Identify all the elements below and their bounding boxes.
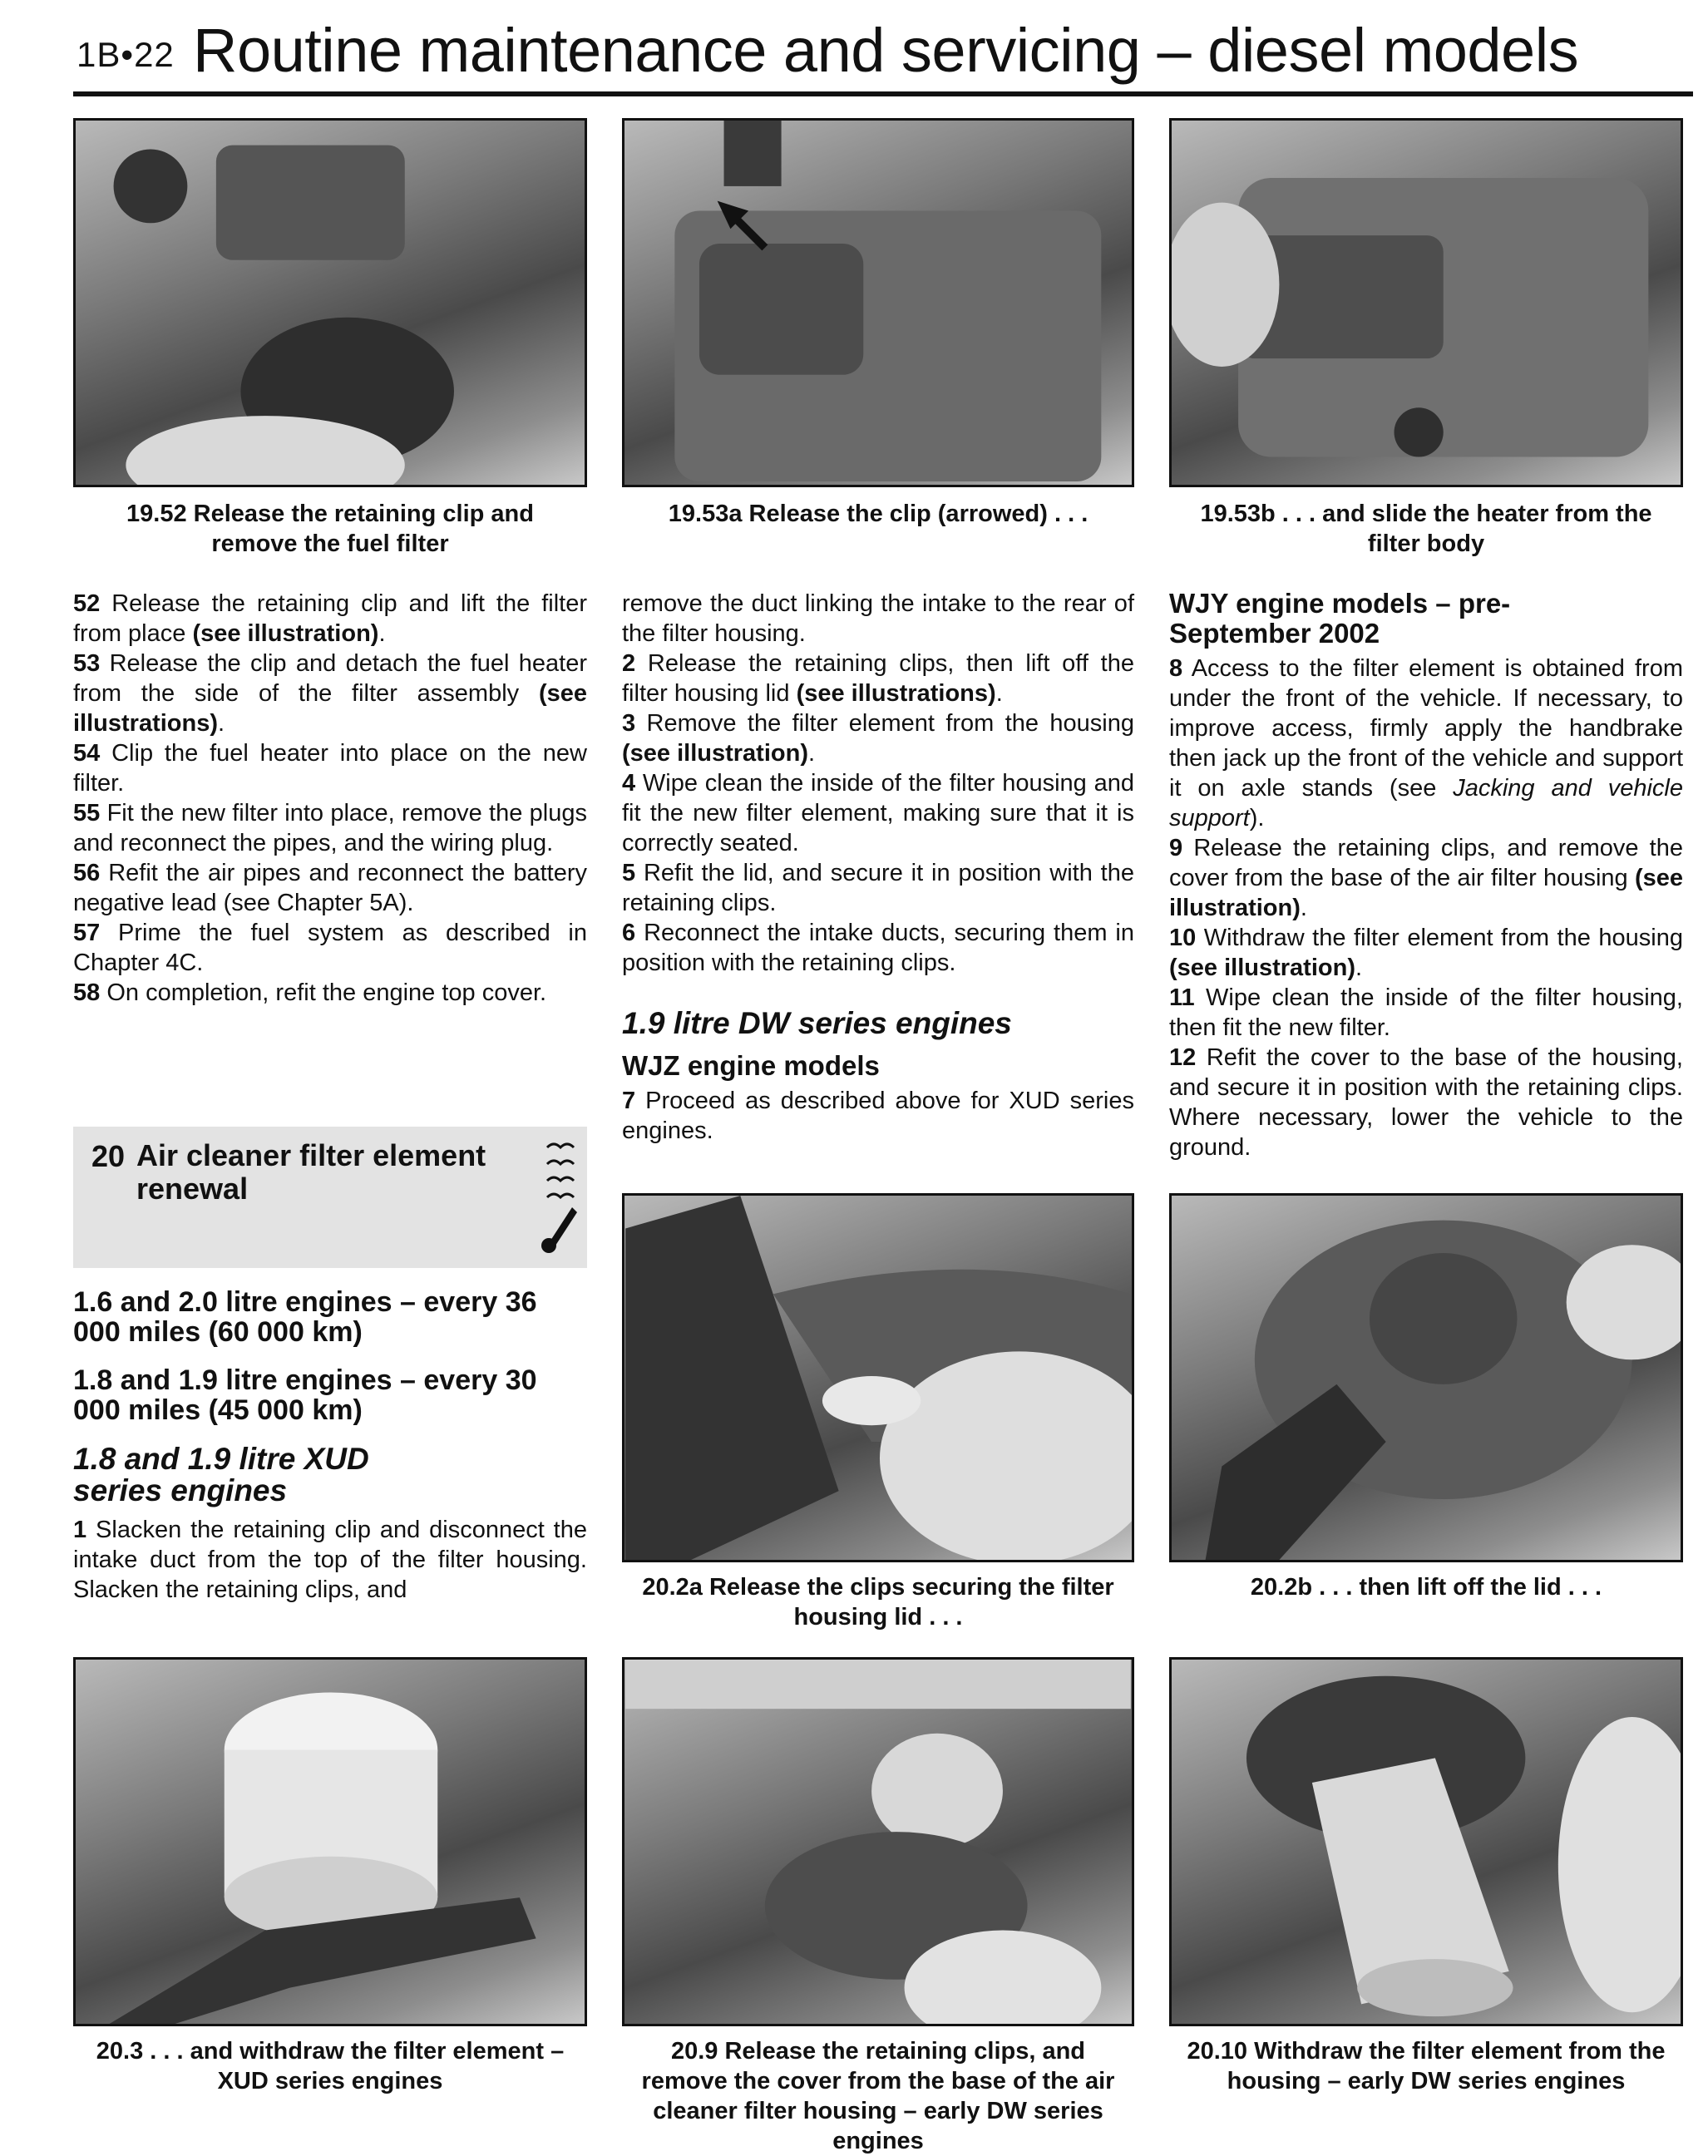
photo-20-3 [73, 1657, 587, 2026]
paragraph-5: 5 Refit the lid, and secure it in position with the retaining clips. [622, 860, 1134, 916]
wjy-heading: WJY engine models – pre-September 2002 [1169, 588, 1511, 649]
caption-20-2a: 20.2a Release the clips securing the filter housing lid . . . [642, 1574, 1114, 1631]
paragraph-54: 54 Clip the fuel heater into place on the new filter. [73, 740, 587, 797]
paragraph-11: 11 Wipe clean the inside of the filter housing, then fit the new filter. [1169, 984, 1683, 1041]
engine-photo-icon [1172, 1660, 1681, 2024]
page-title: Routine maintenance and servicing – diesel models [193, 16, 1579, 85]
photo-20-2a [622, 1193, 1134, 1562]
photo-19-52 [73, 118, 587, 487]
column-1 [73, 589, 587, 1008]
paragraph-8: 8 Access to the filter element is obtained from under the front of the vehicle. If necessary, to improve access, firmly apply the handbrake then jack up the front of the vehicle and support it on axle stands (see Jacking and vehicle support). [1169, 655, 1683, 831]
column-3 [1169, 589, 1683, 1162]
photo-20-9 [622, 1657, 1134, 2026]
paragraph-3: 3 Remove the filter element from the housing (see illustration). [622, 710, 1134, 767]
interval-1: 1.6 and 2.0 litre engines – every 36 000 miles (60 000 km) [73, 1286, 537, 1348]
caption-20-10: 20.10 Withdraw the filter element from the housing – early DW series engines [1187, 2038, 1666, 2094]
photo-20-2b [1169, 1193, 1683, 1562]
paragraph-57: 57 Prime the fuel system as described in Chapter 4C. [73, 920, 587, 976]
paragraph-2: 2 Release the retaining clips, then lift off the filter housing lid (see illustrations). [622, 650, 1134, 707]
paragraph-7: 7 Proceed as described above for XUD series engines. [622, 1088, 1134, 1144]
paragraph-9: 9 Release the retaining clips, and remove the cover from the base of the air filter housing (see illustration). [1169, 835, 1683, 921]
paragraph-55: 55 Fit the new filter into place, remove the plugs and reconnect the pipes, and the wiring plug. [73, 800, 587, 856]
engine-photo-icon [624, 1660, 1132, 2024]
header-rule [73, 91, 1693, 96]
interval-2: 1.8 and 1.9 litre engines – every 30 000 miles (45 000 km) [73, 1364, 537, 1426]
paragraph-6: 6 Reconnect the intake ducts, securing them in position with the retaining clips. [622, 920, 1134, 976]
engine-photo-icon [76, 1660, 585, 2024]
engine-photo-icon [76, 121, 585, 485]
paragraph-56: 56 Refit the air pipes and reconnect the battery negative lead (see Chapter 5A). [73, 860, 587, 916]
caption-20-9: 20.9 Release the retaining clips, and remove the cover from the base of the air cleaner filter housing – early DW series engines [641, 2038, 1115, 2154]
paragraph-10: 10 Withdraw the filter element from the housing (see illustration). [1169, 925, 1683, 981]
caption-19-53a: 19.53a Release the clip (arrowed) . . . [668, 501, 1088, 527]
caption-20-3: 20.3 . . . and withdraw the filter element – XUD series engines [96, 2038, 565, 2094]
section-title: Air cleaner filter element renewal [136, 1138, 486, 1206]
xud-heading: 1.8 and 1.9 litre XUD series engines [73, 1442, 369, 1507]
photo-19-53a [622, 118, 1134, 487]
photo-20-10 [1169, 1657, 1683, 2026]
engine-photo-icon [624, 121, 1132, 485]
page-number: 1B•22 [77, 35, 175, 74]
engine-photo-icon [1172, 121, 1681, 485]
caption-19-52: 19.52 Release the retaining clip and remove the fuel filter [126, 501, 534, 557]
caption-19-53b: 19.53b . . . and slide the heater from the filter body [1200, 501, 1652, 557]
column-2 [622, 589, 1134, 1146]
engine-photo-icon [624, 1196, 1132, 1560]
service-intervals [73, 1287, 587, 1605]
paragraph-58: 58 On completion, refit the engine top cover. [73, 979, 547, 1006]
section-number: 20 [91, 1139, 126, 1173]
paragraph-1-cont: remove the duct linking the intake to the rear of the filter housing. [622, 590, 1134, 647]
paragraph-53: 53 Release the clip and detach the fuel heater from the side of the filter assembly (see illustrations). [73, 650, 587, 737]
caption-20-2b: 20.2b . . . then lift off the lid . . . [1250, 1574, 1602, 1601]
photo-19-53b [1169, 118, 1683, 487]
engine-photo-icon [1172, 1196, 1681, 1560]
wjz-heading: WJZ engine models [622, 1050, 880, 1081]
paragraph-52: 52 Release the retaining clip and lift the filter from place (see illustration). [73, 590, 587, 647]
wrench-rating-icon [541, 1139, 582, 1256]
dw-heading: 1.9 litre DW series engines [622, 1006, 1012, 1040]
paragraph-12: 12 Refit the cover to the base of the housing, and secure it in position with the retaining clips. Where necessary, lower the vehicle to the ground. [1169, 1044, 1683, 1161]
paragraph-1: 1 Slacken the retaining clip and disconnect the intake duct from the top of the filter housing. Slacken the retaining clips, and [73, 1517, 587, 1603]
paragraph-4: 4 Wipe clean the inside of the filter housing and fit the new filter element, making sure that it is correctly seated. [622, 770, 1134, 856]
